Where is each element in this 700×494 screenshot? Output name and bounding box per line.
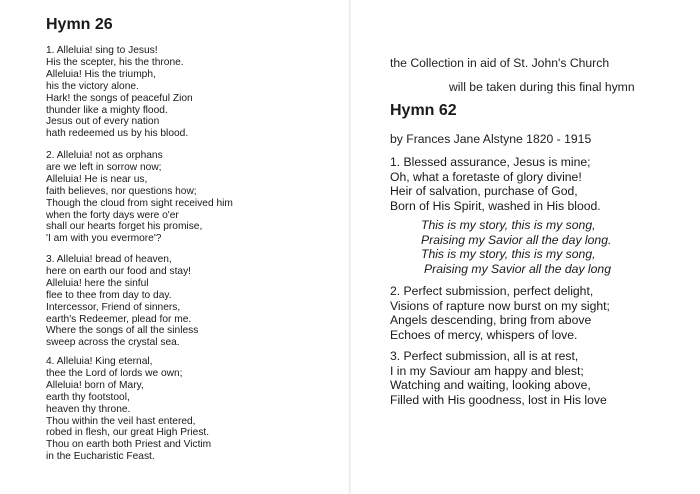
verse-line: earth thy footstool, — [46, 391, 130, 403]
verse-line: heaven thy throne. — [46, 403, 131, 415]
verse-line: 'I am with you evermore'? — [46, 233, 162, 245]
verse-line: faith believes, nor questions how; — [46, 185, 197, 197]
hymn-62-verse-3 — [390, 349, 607, 408]
verse-line: Angels descending, bring from above — [390, 313, 592, 328]
verse-line: Hark! the songs of peaceful Zion — [46, 92, 193, 104]
verse-line: Visions of rapture now burst on my sight; — [390, 298, 610, 313]
chorus-line: Praising my Savior all the day long. — [421, 232, 612, 247]
verse-line: Heir of salvation, purchase of God, — [390, 184, 578, 199]
hymn-62-title: Hymn 62 — [390, 102, 457, 119]
verse-line: when the forty days were o'er — [46, 209, 179, 221]
verse-line: Where the songs of all the sinless — [46, 325, 199, 337]
chorus-line: This is my story, this is my song, — [421, 247, 596, 261]
collection-notice-line-2: will be taken during this final hymn — [449, 80, 635, 94]
verse-line: 4. Alleluia! King eternal, — [46, 356, 153, 367]
hymn-62-verse-2 — [390, 284, 610, 343]
hymn-26-verse-2 — [46, 150, 233, 245]
verse-line: I in my Saviour am happy and blest; — [390, 363, 584, 378]
verse-line: 1. Blessed assurance, Jesus is mine; — [390, 155, 591, 169]
verse-line: Thou on earth both Priest and Victim — [46, 439, 212, 451]
verse-line: here on earth our food and stay! — [46, 265, 191, 277]
verse-line: thunder like a mighty flood. — [46, 104, 168, 116]
verse-line: Alleluia! born of Mary, — [46, 379, 144, 391]
collection-notice-line-1: the Collection in aid of St. John's Church — [390, 56, 610, 70]
chorus-line: This is my story, this is my song, — [421, 218, 596, 232]
verse-line: 2. Alleluia! not as orphans — [46, 150, 163, 161]
verse-line: Watching and waiting, looking above, — [390, 378, 591, 393]
verse-line: hath redeemed us by his blood. — [46, 128, 189, 140]
verse-line: Intercessor, Friend of sinners, — [46, 301, 181, 313]
hymn-62-chorus — [421, 218, 611, 276]
verse-line: Alleluia! He is near us, — [46, 173, 148, 185]
verse-line: Jesus out of every nation — [46, 116, 160, 128]
verse-line: Filled with His goodness, lost in His love — [390, 393, 607, 408]
verse-line: are we left in sorrow now; — [46, 161, 162, 173]
right-page — [351, 0, 700, 494]
hymn-62-verse-1 — [390, 155, 601, 214]
verse-line: His the scepter, his the throne. — [46, 56, 184, 68]
hymn-26-verse-4 — [46, 356, 211, 463]
hymn-26-verse-1 — [46, 45, 193, 140]
verse-line: earth's Redeemer, plead for me. — [46, 313, 192, 325]
verse-line: 3. Perfect submission, all is at rest, — [390, 349, 579, 363]
hymn-62-author: by Frances Jane Alstyne 1820 - 1915 — [390, 132, 592, 146]
verse-line: his the victory alone. — [46, 80, 139, 92]
chorus-line: Praising my Savior all the day long — [424, 261, 611, 276]
verse-line: Echoes of mercy, whispers of love. — [390, 328, 578, 343]
hymn-26-verse-3 — [46, 254, 198, 349]
verse-line: shall our hearts forget his promise, — [46, 221, 203, 233]
verse-line: Though the cloud from sight received him — [46, 197, 233, 209]
hymn-26-title: Hymn 26 — [46, 16, 113, 33]
verse-line: Alleluia! here the sinful — [46, 277, 149, 289]
verse-line: Alleluia! His the triumph, — [46, 68, 156, 80]
verse-line: 3. Alleluia! bread of heaven, — [46, 254, 172, 265]
verse-line: flee to thee from day to day. — [46, 289, 172, 301]
verse-line: robed in flesh, our great High Priest. — [46, 427, 210, 439]
verse-line: Oh, what a foretaste of glory divine! — [390, 169, 582, 184]
verse-line: in the Eucharistic Feast. — [46, 451, 155, 463]
verse-line: 2. Perfect submission, perfect delight, — [390, 284, 594, 298]
verse-line: thee the Lord of lords we own; — [46, 367, 183, 379]
verse-line: Thou within the veil hast entered, — [46, 415, 196, 427]
verse-line: Born of His Spirit, washed in His blood. — [390, 199, 601, 214]
verse-line: sweep across the crystal sea. — [46, 337, 180, 349]
verse-line: 1. Alleluia! sing to Jesus! — [46, 45, 158, 56]
